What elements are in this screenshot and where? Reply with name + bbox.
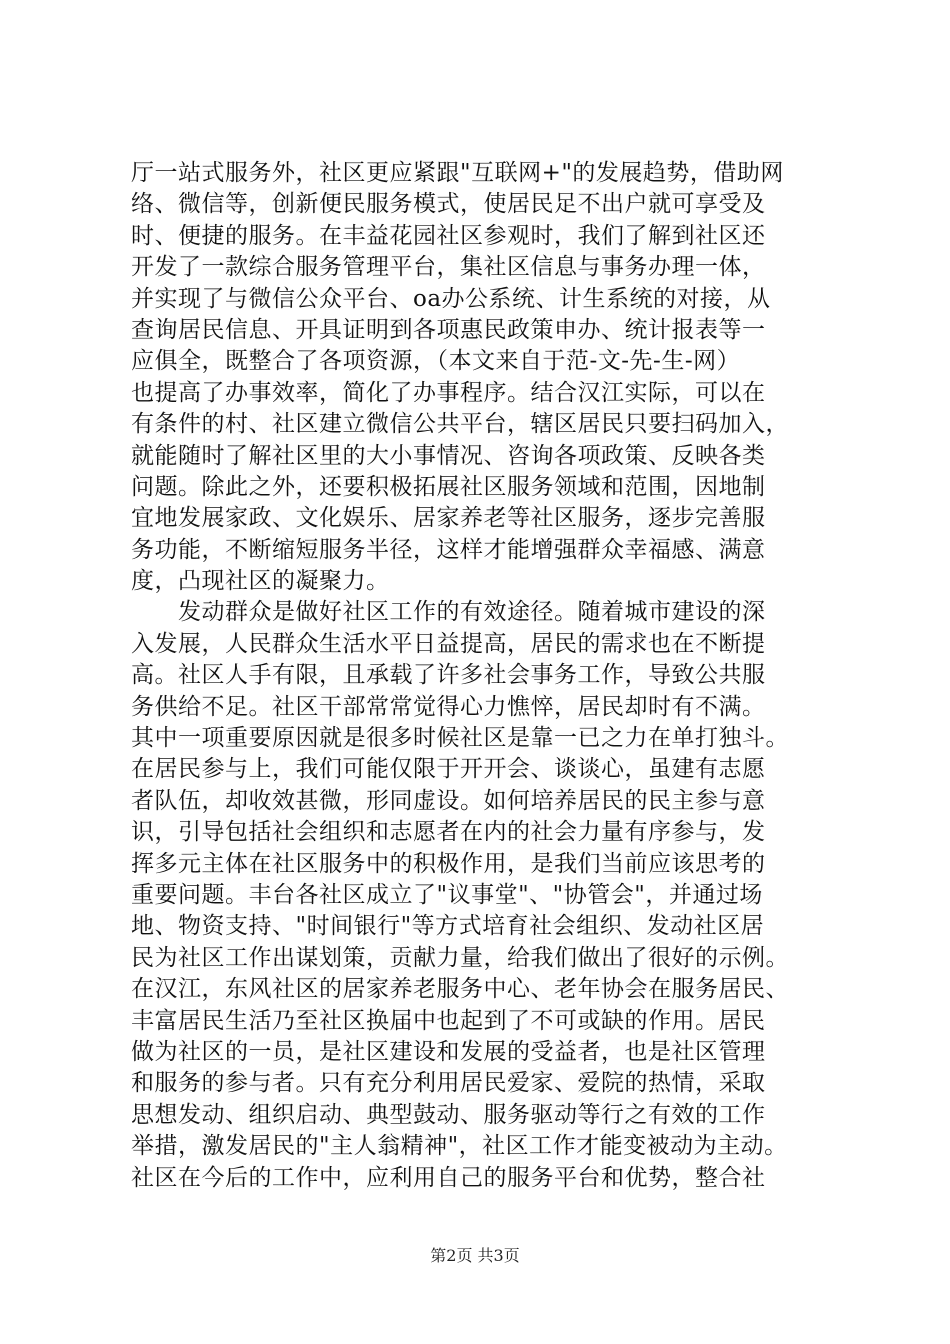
text-line: 地、物资支持、"时间银行"等方式培育社会组织、发动社区居 — [131, 913, 765, 940]
text-line: 务供给不足。社区干部常常觉得心力憔悴，居民却时有不满。 — [131, 693, 766, 720]
text-line: 发动群众是做好社区工作的有效途径。随着城市建设的深 — [131, 599, 766, 626]
text-line: 就能随时了解社区里的大小事情况、咨询各项政策、反映各类 — [131, 442, 766, 469]
page-footer: 第2页 共3页 — [430, 1246, 520, 1265]
text-line: 务功能，不断缩短服务半径，这样才能增强群众幸福感、满意 — [131, 536, 766, 563]
text-line: 厅一站式服务外，社区更应紧跟"互联网+"的发展趋势，借助网 — [131, 160, 784, 186]
text-line: 应俱全，既整合了各项资源，（本文来自于范-文-先-生-网） — [131, 348, 741, 375]
text-line: 其中一项重要原因就是很多时候社区是靠一已之力在单打独斗。 — [131, 725, 789, 752]
text-line: 民为社区工作出谋划策，贡献力量，给我们做出了很好的示例。 — [131, 944, 789, 971]
text-line: 在汉江，东风社区的居家养老服务中心、老年协会在服务居民、 — [131, 976, 789, 1003]
text-line: 问题。除此之外，还要积极拓展社区服务领域和范围，因地制 — [131, 473, 766, 500]
text-line: 和服务的参与者。只有充分利用居民爱家、爱院的热情，采取 — [131, 1070, 766, 1097]
text-line: 丰富居民生活乃至社区换届中也起到了不可或缺的作用。居民 — [131, 1007, 766, 1034]
text-line: 络、微信等，创新便民服务模式，使居民足不出户就可享受及 — [131, 191, 766, 218]
text-line: 高。社区人手有限，且承载了许多社会事务工作，导致公共服 — [131, 662, 766, 689]
text-line: 并实现了与微信公众平台、oa办公系统、计生系统的对接，从 — [131, 285, 771, 312]
text-line: 入发展，人民群众生活水平日益提高，居民的需求也在不断提 — [131, 630, 766, 657]
text-line: 思想发动、组织启动、典型鼓动、服务驱动等行之有效的工作 — [131, 1101, 766, 1128]
text-line: 也提高了办事效率，简化了办事程序。结合汉江实际，可以在 — [131, 379, 766, 406]
text-line: 有条件的村、社区建立微信公共平台，辖区居民只要扫码加入， — [131, 411, 789, 438]
text-line: 挥多元主体在社区服务中的积极作用，是我们当前应该思考的 — [131, 850, 766, 877]
text-line: 宜地发展家政、文化娱乐、居家养老等社区服务，逐步完善服 — [131, 505, 766, 532]
text-line: 识，引导包括社会组织和志愿者在内的社会力量有序参与，发 — [131, 819, 766, 846]
text-line: 做为社区的一员，是社区建设和发展的受益者，也是社区管理 — [131, 1038, 766, 1065]
text-line: 查询居民信息、开具证明到各项惠民政策申办、统计报表等一 — [131, 316, 766, 343]
text-line: 度，凸现社区的凝聚力。 — [131, 568, 390, 595]
text-line: 开发了一款综合服务管理平台，集社区信息与事务办理一体， — [131, 254, 766, 281]
text-line: 举措，激发居民的"主人翁精神"，社区工作才能变被动为主动。 — [131, 1133, 788, 1160]
text-line: 重要问题。丰台各社区成立了"议事堂"、"协管会"，并通过场 — [131, 881, 763, 908]
text-line: 社区在今后的工作中，应利用自己的服务平台和优势，整合社 — [131, 1164, 766, 1191]
text-line: 时、便捷的服务。在丰益花园社区参观时，我们了解到社区还 — [131, 222, 766, 249]
text-line: 者队伍，却收效甚微，形同虚设。如何培养居民的民主参与意 — [131, 787, 766, 814]
text-line: 在居民参与上，我们可能仅限于开开会、谈谈心，虽建有志愿 — [131, 756, 766, 783]
document-body — [131, 158, 831, 1194]
